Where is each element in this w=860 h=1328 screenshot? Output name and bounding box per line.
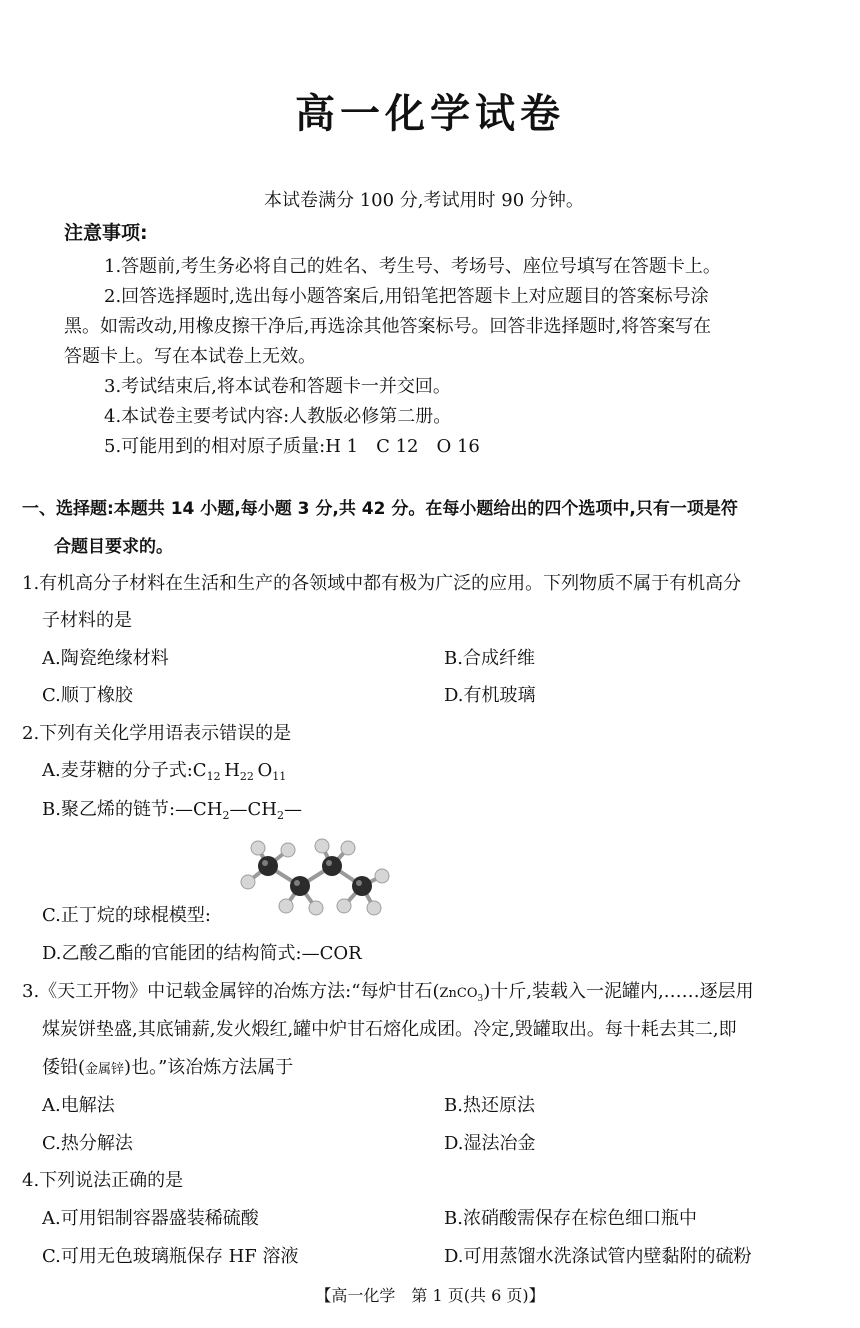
- q3-stem-line1: [22, 977, 754, 1003]
- chain-sub-1: 2: [222, 809, 230, 822]
- q1-option-b: B.合成纤维: [444, 648, 535, 669]
- formula-c-count: 12: [206, 770, 221, 783]
- q1-stem-line2: 子材料的是: [42, 610, 132, 631]
- notice-item-4: 4.本试卷主要考试内容:人教版必修第二册。: [104, 406, 452, 427]
- section-heading-line2: 合题目要求的。: [54, 537, 173, 557]
- q1-option-a: A.陶瓷绝缘材料: [42, 648, 169, 669]
- q3-option-a: A.电解法: [42, 1095, 115, 1116]
- formula-o-count: 11: [272, 770, 287, 783]
- notice-item-5: 5.可能用到的相对原子质量:H 1 C 12 O 16: [104, 436, 480, 457]
- q1-option-d: D.有机玻璃: [444, 685, 536, 706]
- notice-item-2-line1: 2.回答选择题时,选出每小题答案后,用铅笔把答题卡上对应题目的答案标号涂: [104, 286, 709, 307]
- q2-option-b: [42, 795, 302, 821]
- q2-option-c: C.正丁烷的球棍模型:: [42, 905, 211, 926]
- butane-ball-stick-model: [236, 832, 398, 922]
- formula-o: O: [257, 760, 273, 781]
- q4-option-b: B.浓硝酸需保存在棕色细口瓶中: [444, 1208, 697, 1229]
- q3-stem-line2: 煤炭饼垫盛,其底铺薪,发火煅红,罐中炉甘石熔化成团。冷定,毁罐取出。每十耗去其二,即: [42, 1019, 737, 1040]
- q2-option-a-prefix: A.麦芽糖的分子式:: [42, 760, 193, 781]
- notice-heading: 注意事项:: [64, 222, 148, 244]
- chain-part-3: —: [283, 799, 302, 820]
- q4-stem: 4.下列说法正确的是: [22, 1170, 184, 1191]
- q3-option-d: D.湿法冶金: [444, 1133, 536, 1154]
- q3-option-c: C.热分解法: [42, 1133, 133, 1154]
- q3-line1-start: 3.《天工开物》中记载金属锌的冶炼方法:“每炉甘石(: [22, 981, 440, 1002]
- q2-option-a: [42, 756, 286, 782]
- q4-option-a: A.可用铝制容器盛装稀硫酸: [42, 1208, 259, 1229]
- formula-h-count: 22: [239, 770, 254, 783]
- formula-h: H: [224, 760, 240, 781]
- q3-line3-start: 倭铅(: [42, 1057, 86, 1078]
- chain-part-2: —CH: [229, 799, 277, 820]
- q2-option-d: D.乙酸乙酯的官能团的结构简式:—COR: [42, 943, 362, 964]
- q3-zinc-carbonate: ZnCO: [439, 986, 478, 1001]
- page-footer: 【高一化学 第 1 页(共 6 页)】: [315, 1286, 545, 1305]
- q4-option-d: D.可用蒸馏水洗涤试管内壁黏附的硫粉: [444, 1246, 752, 1267]
- q2-stem: 2.下列有关化学用语表示错误的是: [22, 723, 292, 744]
- q1-stem-line1: 1.有机高分子材料在生活和生产的各领域中都有极为广泛的应用。下列物质不属于有机高分: [22, 573, 742, 594]
- q4-option-c: C.可用无色玻璃瓶保存 HF 溶液: [42, 1246, 299, 1267]
- q3-line1-end: )十斤,装载入一泥罐内,……逐层用: [483, 981, 754, 1002]
- notice-item-3: 3.考试结束后,将本试卷和答题卡一并交回。: [104, 376, 451, 397]
- notice-item-1: 1.答题前,考生务必将自己的姓名、考生号、考场号、座位号填写在答题卡上。: [104, 256, 721, 277]
- q3-line3-annotation: 金属锌: [85, 1062, 125, 1077]
- formula-c: C: [192, 760, 207, 781]
- exam-intro: 本试卷满分 100 分,考试用时 90 分钟。: [264, 190, 584, 211]
- q1-option-c: C.顺丁橡胶: [42, 685, 133, 706]
- page-title: 高一化学试卷: [295, 91, 565, 137]
- chain-sub-2: 2: [276, 809, 284, 822]
- notice-item-2-line2: 黑。如需改动,用橡皮擦干净后,再选涂其他答案标号。回答非选择题时,将答案写在: [64, 316, 712, 337]
- chain-part-1: —CH: [175, 799, 223, 820]
- q3-option-b: B.热还原法: [444, 1095, 535, 1116]
- q2-option-b-prefix: B.聚乙烯的链节:: [42, 799, 176, 820]
- q3-line3-end: )也。”该冶炼方法属于: [124, 1057, 294, 1078]
- section-heading-line1: 一、选择题:本题共 14 小题,每小题 3 分,共 42 分。在每小题给出的四个选项中,只有一项是符: [22, 499, 738, 519]
- q3-zinc-carbonate-sub: 3: [477, 994, 484, 1004]
- q3-stem-line3: [42, 1053, 293, 1079]
- notice-item-2-line3: 答题卡上。写在本试卷上无效。: [64, 346, 316, 367]
